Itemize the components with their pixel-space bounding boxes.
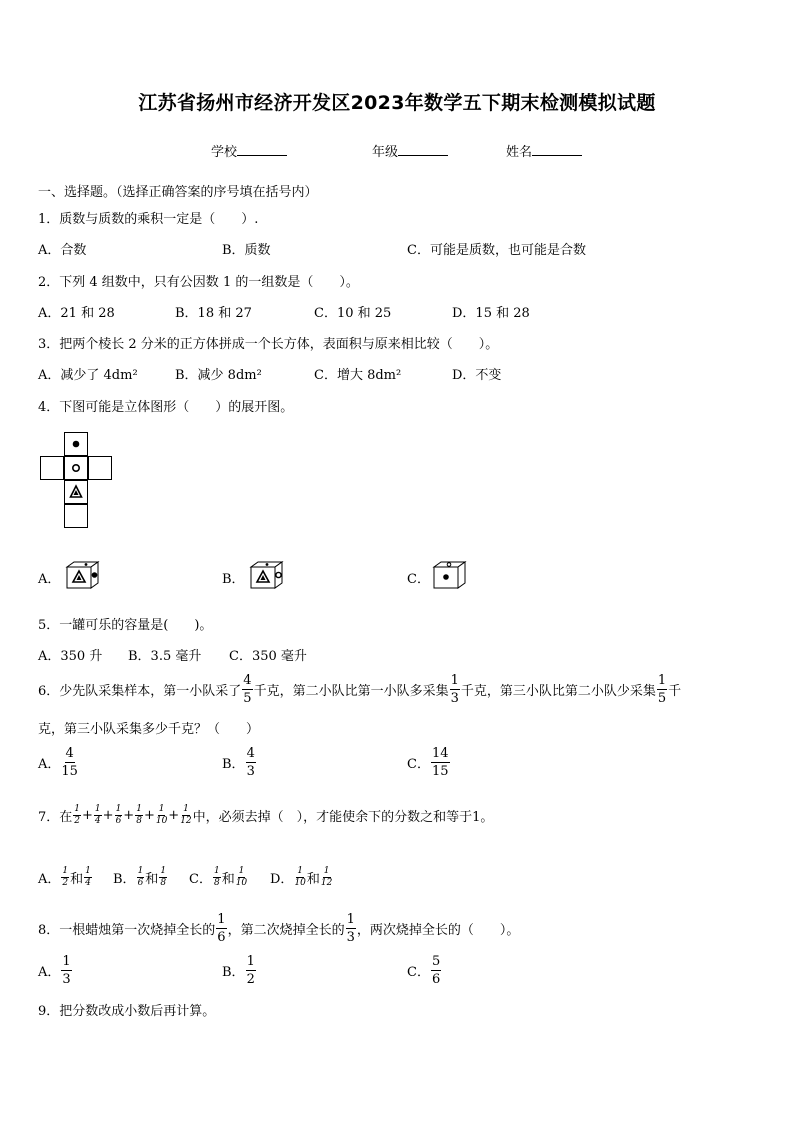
q6-c-num: 14: [431, 745, 449, 761]
q3-option-c[interactable]: C．增大 8dm²: [314, 368, 402, 383]
q7-option-a-label: A．: [38, 871, 61, 887]
q6-fraction-3: [657, 674, 667, 705]
q7-option-d[interactable]: [270, 862, 333, 892]
q1-option-c[interactable]: C．可能是质数，也可能是合数: [407, 243, 586, 258]
q2-option-c[interactable]: C．10 和 25: [314, 306, 392, 321]
q6-fraction-1: [242, 674, 252, 705]
q3-option-d[interactable]: D．不变: [452, 368, 502, 383]
q6-option-a-label: A．: [38, 756, 61, 772]
question-8: [38, 908, 519, 948]
q7-text-post: 中，必须去掉（ ），才能使余下的分数之和等于1。: [192, 809, 494, 825]
q4-option-c[interactable]: C．: [407, 572, 430, 587]
q4-option-b[interactable]: B．: [222, 572, 245, 587]
q7-d-and: 和: [306, 871, 320, 887]
q7-option-a[interactable]: [38, 862, 93, 892]
q8-fraction-2: $\frac{1}{3}$: [346, 911, 355, 945]
net-face-top: [64, 432, 88, 456]
q7-a-frac-2: $\frac{1}{4}$: [85, 865, 91, 888]
q6-f1-den: 5: [243, 690, 252, 706]
q8-option-a-fraction: $\frac{1}{3}$: [62, 953, 71, 987]
q7-frac-1-6: $\frac{1}{6}$: [115, 803, 122, 826]
q6-option-b-fraction: [246, 747, 256, 778]
ring-icon: [65, 457, 87, 479]
q8-option-c[interactable]: [407, 950, 442, 990]
grade-blank[interactable]: [398, 143, 448, 156]
question-6-line2: 克，第三小队采集多少千克？（ ）: [38, 722, 260, 737]
q7-a-and: 和: [70, 871, 84, 887]
school-label: 学校: [211, 145, 238, 160]
q8-option-c-label: C．: [407, 964, 430, 980]
q7-b-frac-1: $\frac{1}{6}$: [137, 865, 144, 888]
question-4: 4．下图可能是立体图形（ ）的展开图。: [38, 400, 294, 415]
q6-a-den: 15: [61, 763, 78, 779]
q7-text-pre: 7．在: [38, 809, 73, 825]
q3-option-a[interactable]: A．减少了 4dm²: [38, 368, 138, 383]
question-9: 9．把分数改成小数后再计算。: [38, 1004, 216, 1019]
q7-c-frac-2: $\frac{1}{10}$: [235, 865, 248, 888]
q7-plus: +: [102, 807, 114, 823]
q7-option-c-label: C．: [189, 871, 212, 887]
q7-frac-1-8: $\frac{1}{8}$: [136, 803, 142, 826]
q6-c-den: 15: [431, 763, 449, 779]
q6-f2-den: 3: [450, 690, 459, 706]
net-face-bottom: [64, 504, 88, 528]
q2-option-a[interactable]: A．21 和 28: [38, 306, 115, 321]
name-blank[interactable]: [532, 143, 582, 156]
q5-option-b[interactable]: B．3.5 毫升: [128, 649, 202, 664]
grade-field: [372, 141, 448, 160]
cube-a-icon[interactable]: [65, 560, 105, 590]
school-blank[interactable]: [237, 143, 287, 156]
q8-option-a[interactable]: [38, 950, 73, 990]
q6-f2-num: 1: [450, 672, 459, 688]
question-5: 5．一罐可乐的容量是( )。: [38, 618, 213, 633]
q7-d-frac-1: $\frac{1}{10}$: [294, 865, 306, 888]
q7-c-frac-1: $\frac{1}{8}$: [213, 865, 220, 888]
q7-a-frac-1: $\frac{1}{2}$: [62, 865, 69, 888]
q7-option-c[interactable]: [189, 862, 248, 892]
q6-option-b-label: B．: [222, 756, 245, 772]
section-heading: 一、选择题。（选择正确答案的序号填在括号内）: [38, 185, 318, 200]
question-3: 3．把两个棱长 2 分米的正方体拼成一个长方体，表面积与原来相比较（ ）。: [38, 337, 499, 352]
q8-text-1: 8．一根蜡烛第一次烧掉全长的: [38, 922, 216, 938]
q6-option-a[interactable]: [38, 742, 79, 782]
q6-fraction-2: [450, 674, 460, 705]
question-7: [38, 800, 493, 830]
dot-icon: [65, 433, 87, 455]
q7-plus: +: [168, 807, 180, 823]
question-1: 1．质数与质数的乘积一定是（ ）.: [38, 212, 259, 227]
q7-frac-1-4: $\frac{1}{4}$: [94, 803, 101, 826]
q6-text-2: 千克，第二小队比第一小队多采集: [253, 683, 449, 699]
q8-option-b-label: B．: [222, 964, 245, 980]
net-face-left: [40, 456, 64, 480]
q3-option-b[interactable]: B．减少 8dm²: [175, 368, 262, 383]
q4-option-a[interactable]: A．: [38, 572, 61, 587]
q6-a-num: 4: [65, 745, 74, 761]
q8-option-b[interactable]: [222, 950, 257, 990]
q7-frac-1-10: $\frac{1}{10}$: [155, 803, 168, 826]
grade-label: 年级: [372, 145, 399, 160]
q2-option-d[interactable]: D．15 和 28: [452, 306, 530, 321]
q5-option-c[interactable]: C．350 毫升: [229, 649, 307, 664]
q6-option-c[interactable]: [407, 742, 451, 782]
q6-option-c-label: C．: [407, 756, 430, 772]
q8-text-3: ，两次烧掉全长的（ ）。: [356, 922, 520, 938]
net-face-right: [88, 456, 112, 480]
q6-b-den: 3: [246, 763, 255, 779]
question-2: 2．下列 4 组数中，只有公因数 1 的一组数是（ ）。: [38, 275, 359, 290]
net-face-center: [64, 456, 88, 480]
q6-text-4: 千: [668, 683, 682, 699]
q7-c-and: 和: [221, 871, 235, 887]
q6-text-1: 6．少先队采集样本，第一小队采了: [38, 683, 242, 699]
q6-b-num: 4: [246, 745, 255, 761]
q6-option-b[interactable]: [222, 742, 257, 782]
q7-b-frac-2: $\frac{1}{8}$: [160, 865, 167, 888]
q8-option-b-fraction: $\frac{1}{2}$: [246, 953, 255, 987]
q7-b-and: 和: [145, 871, 159, 887]
q6-f1-num: 4: [243, 672, 252, 688]
q7-plus: +: [123, 807, 135, 823]
question-6-line1: [38, 669, 681, 709]
q6-text-3: 千克，第三小队比第二小队少采集: [460, 683, 656, 699]
page-title: 江苏省扬州市经济开发区2023年数学五下期末检测模拟试题: [138, 92, 656, 114]
q1-option-a[interactable]: A．合数: [38, 243, 87, 258]
q7-d-frac-2: $\frac{1}{12}$: [320, 865, 333, 888]
q8-text-2: ，第二次烧掉全长的: [227, 922, 345, 938]
q6-f3-num: 1: [657, 672, 667, 688]
q7-option-b-label: B．: [113, 871, 136, 887]
name-label: 姓名: [506, 145, 533, 160]
q6-option-a-fraction: [61, 747, 78, 778]
q8-option-a-label: A．: [38, 964, 61, 980]
q2-option-b[interactable]: B．18 和 27: [175, 306, 252, 321]
q6-option-c-fraction: [431, 747, 450, 778]
triangle-icon: [65, 481, 87, 503]
q5-option-a[interactable]: A．350 升: [38, 649, 103, 664]
q7-option-d-label: D．: [270, 871, 294, 887]
name-field: [506, 141, 582, 160]
q7-frac-1-12: $\frac{1}{12}$: [180, 803, 192, 826]
q7-plus: +: [143, 807, 155, 823]
q7-option-b[interactable]: [113, 862, 168, 892]
q7-plus: +: [82, 807, 93, 823]
q8-option-c-fraction: $\frac{5}{6}$: [431, 953, 441, 987]
q7-frac-1-2: $\frac{1}{2}$: [74, 803, 81, 826]
school-field: [211, 141, 287, 160]
cube-b-icon[interactable]: [249, 560, 289, 590]
cube-c-icon[interactable]: [432, 560, 472, 590]
q1-option-b[interactable]: B．质数: [222, 243, 271, 258]
q6-f3-den: 5: [657, 690, 667, 706]
q8-fraction-1: $\frac{1}{6}$: [217, 911, 226, 945]
net-face-lower: [64, 480, 88, 504]
